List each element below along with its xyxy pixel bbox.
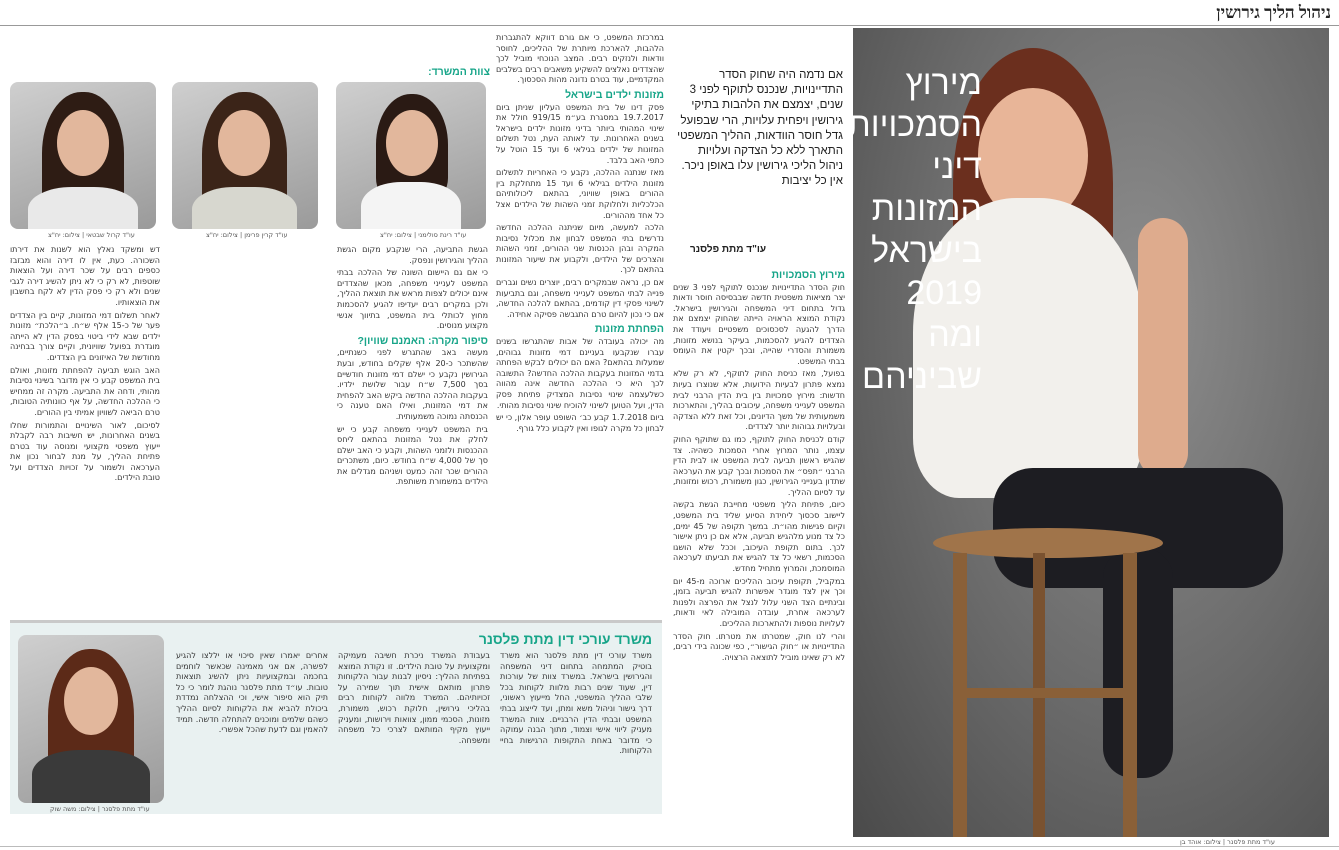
team-caption-1: עו"ד רינת סולימני | צילום: יח"צ bbox=[380, 231, 467, 239]
stool-rung bbox=[953, 688, 1137, 698]
article-paragraph: והרי לנו חוק, שמטרתו את מטרתו. חוק הסדר התדיינויות או ״חוק הגישור״, כפי שכונה בידי רבים, לא רק שאינו מוביל לתוצאה הרצויה. bbox=[673, 631, 845, 662]
article-column-4 bbox=[10, 245, 160, 610]
hero-leg-lower bbox=[1103, 548, 1173, 778]
article-paragraph: מעשה באב שהתגרש לפני כשנתיים, שהשתכר כ-20 אלף שקלים בחודש, ובעת הגירושין נקבע כי ישלם דמי מזונות חודשיים בסך 7,500 ש״ח עבור שלושת ילדיו. בעקבות ההלכה החדשה ביקש האב להפחית את דמי המזונות, ואילו האם טענה כי הכנסתה נמוכה משמעותית. bbox=[337, 348, 488, 421]
article-paragraph: פסק דינו של בית המשפט העליון שניתן ביום 19.7.2017 במסגרת בע״מ 919/15 חולל את שינוי המהותי ביותר בדיני מזונות ילדים בישראל בשנים האחרונות. עד לאותה העת, נטל תשלום המזונות של ילדים בגילאי 6 ועד 15 הוטל על כתפי האב בלבד. bbox=[496, 102, 664, 165]
article-paragraph: חוק הסדר התדיינויות שנכנס לתוקף לפני 3 שנים יצר מציאות משפטית חדשה שבבסיסה חוסר ודאות גדול בתחום דיני המשפחה והגירושין בישראל. נקודת המוצא הראויה הייתה שהחוק יצמצם את הדרך להגעה לסכסוכים משפטיים ויעודד את הצדדים להגיע להסכמות, בעיקר בנושא מזונות, משמורת והסדרי שהייה, ובכך יקטין את העומס בבתי המשפט. bbox=[673, 282, 845, 366]
article-paragraph: לסיכום, לאור השינויים והתמורות שחלו בשנים האחרונות, יש חשיבות רבה לקבלת ייעוץ משפטי מקצועי ומנוסה עוד בטרם פתיחת ההליך, על מנת לבחור נכון את הערכאה ולשמור על זכויות הצדדים ועל טובת הילדים. bbox=[10, 420, 160, 483]
section-header-bar bbox=[0, 0, 1339, 26]
team-photo-2 bbox=[172, 82, 318, 229]
footer-rule bbox=[0, 846, 1339, 847]
section-title: ניהול הליך גירושין bbox=[1216, 3, 1331, 22]
article-subhead: סיפור מקרה: האמנם שוויון? bbox=[357, 334, 488, 347]
office-box-photo-caption: עו"ד מתת פלסנר | צילום: משה שוק bbox=[50, 805, 150, 813]
office-box-photo bbox=[18, 635, 164, 803]
article-paragraph: כי אם גם היישום השונה של ההלכה בבתי המשפט לענייני משפחה, מכאן שהצדדים אינם יכולים לצפות מראש את תוצאת ההליך, ולכן במקרים רבים יעדיפו להגיע להסכמות מחוץ לכותלי בית המשפט, בתיווך אנשי מקצוע מנוסים. bbox=[337, 268, 488, 331]
article-column-1 bbox=[673, 266, 845, 836]
article-paragraph: הלכה למעשה, מיום שניתנה ההלכה החדשה נדרשים בתי המשפט לבחון את מכלול נסיבות המקרה ובהן הכנסות שני ההורים, זמני השהות והצרכים של הילדים, ולקבוע את שיעור המזונות בהתאם לכך. bbox=[496, 223, 664, 275]
article-paragraph: הגשת התביעה, הרי שנקבע מקום הגשת ההליך והגירושין ונפסק. bbox=[337, 245, 488, 265]
article-paragraph: ביום 1.7.2018 קבע כב׳ השופט עופר אלון, כי יש לבחון כל מקרה לגופו ואין לקבוע כלל גורף. bbox=[496, 413, 664, 433]
article-paragraph: במקביל, תקופת עיכוב ההליכים ארוכה מ-45 יום וכך אין לצד מוגדר אפשרות להגיש תביעה בזמן, ובינתיים הצד השני עלול לנצל את הפרצה ולפנות לערכאה אחרת, עובדה המובילה לאי ודאות, לעלויות נוספות ולהתארכות ההליכים. bbox=[673, 576, 845, 628]
office-box-text-1: משרד עורכי דין מתת פלסנר הוא משרד בוטיק המתמחה בתחום דיני המשפחה והגירושין בישראל. במשרד צוות של עורכות דין, שעוד שנים רבות מלוות לקוחות בכל שלבי ההליך המשפטי, החל מייעוץ ראשוני, דרך גישור וניהול משא ומתן, ועד לייצוג בבתי המשפט ובבתי הדין הרבניים. צוות המשרד מעניק ליווי אישי וצמוד, מתוך הבנה עמוקה כי מדובר באחת התקופות הרגישות בחיי הלקוחות. bbox=[500, 651, 652, 756]
hero-arm-right bbox=[1138, 218, 1188, 478]
article-paragraph: האב הוגש תביעה להפחתת מזונות, ואולם בית המשפט קבע כי אין מדובר בשינוי נסיבות מהותי, ודחה את התביעה. מקרה זה ממחיש כי ההלכה החדשה, על אף כוונותיה הטובות, טרם הביאה לשוויון אמיתי בין ההורים. bbox=[10, 365, 160, 417]
office-box-text-3: אחרים יאמרו שאין סיכוי או יללצו להגיע לפשרה, אם אני מאמינה שכאשר לוחמים בחכמה ובמקצועיות ניתן להשיג תוצאות טובות. עו״ד מתת פלסנר נוהגת לומר כי כל תיק הוא סיפור אישי, וכי ההצלחה נמדדת ביכולת להביא את הלקוחות לסיום ההליך כשהם שלמים ומוכנים להתחלה חדשה. תמיד להאמין וגם לדעת שהכל אפשרי. bbox=[176, 651, 328, 735]
office-box-text-2: בעבודת המשרד ניכרת חשיבה מעמיקה ומקצועית על טובת הילדים. זו נקודת המוצא בפתיחת ההליך: ניסיון לבנות עבור הלקוחות פתרון מותאם אישית תוך שמירה על זכויותיהם. המשרד מלווה לקוחות רבים בהליכי גירושין, חלוקת רכוש, משמורת, מזונות, הסכמי ממון, צוואות וירושות, ומעניק ייעוץ מקיף המותאם לצרכי כל משפחה ומשפחה. bbox=[338, 651, 490, 745]
team-caption-3: עו"ד קרול שבטאי | צילום: יח"צ bbox=[48, 231, 135, 239]
article-column-2 bbox=[496, 33, 664, 613]
article-paragraph: בית המשפט לענייני משפחה קבע כי יש לחלק את נטל המזונות בהתאם ליחס ההכנסות ולזמני השהות, וקבע כי האב ישלם סך של 4,000 ש״ח בחודש. כיום, משתכרים ההורים שכר זהה כמעט ושניהם מגדלים את הילדים במשמורת משותפת. bbox=[337, 424, 488, 487]
article-paragraph: כיום, פתיחת הליך משפטי מחייבת הגשת בקשה ליישוב סכסוך ליחידת הסיוע שליד בית המשפט, וקיום פגישות מהו״ת. במשך תקופה של 45 ימים, כל צד מנוע מלהגיש תביעה, אלא אם כן ניתן אישור לכך. בתום תקופת העיכוב, וככל שלא הושגו הסכמות, רשאי כל צד להגיש את תביעתו לערכאה המוסמכת, והמרוץ מתחיל מחדש. bbox=[673, 500, 845, 574]
article-paragraph: מה יכולה בעובדה של אבות שהתגרשו בשנים עברו שנקבעו בעניינם דמי מזונות גבוהים, שמעלות בהתאם? האם הם יכולים לבקש הפחתה בדמי המזונות בעקבות ההלכה החדשה? התשובה לכך היא כי ההלכה החדשה אינה מהווה כשלעצמה שינוי נסיבות המצדיק פתיחת פסק הדין, ועל הטוען לשינוי להוכיח שינוי נסיבות מהותי. bbox=[496, 337, 664, 410]
headline: מירוץ הסמכויות, דיני המזונות בישראל 2019 ומה שביניהם bbox=[837, 64, 982, 396]
lead-byline: עו"ד מתת פלסנר bbox=[690, 244, 767, 255]
article-paragraph: מאז שנתנה ההלכה, נקבע כי האחריות לתשלום מזונות הילדים בגילאי 6 ועד 15 מתחלקת בין ההורים באופן שוויוני, בהתאם ליכולותיהם הכלכליות ולחלוקת זמני השהות של הילדים אצל כל אחד מההורים. bbox=[496, 168, 664, 220]
header-rule bbox=[0, 25, 1339, 26]
team-photo-3 bbox=[10, 82, 156, 229]
article-subhead: הפחתת מזונות bbox=[594, 323, 664, 336]
article-paragraph: במרכזת המשפט, כי אם גורם דווקא להתגברות הלהבות, להארכת מיותרת של ההליכים, לחוסר וודאות ולנזקים רבים. המצב הנוכחי מוביל לכך שהצדדים נאלצים להשקיע משאבים רבים בשלבים המקדמיים, עוד בטרם נדונה מהות הסכסוך. bbox=[496, 33, 664, 85]
article-column-3 bbox=[172, 245, 488, 610]
office-box-title: משרד עורכי דין מתת פלסנר bbox=[478, 631, 652, 647]
lead-text: אם נדמה היה שחוק הסדר התדיינויות, שנכנס לתוקף לפני 3 שנים, יצמצם את הלהבות בתיקי גירושין ויפחית עלויות, הרי שבפועל גדל חוסר הוודאות, ההליך המשפטי התארך ללא כל הצדקה ועלויות ניהול הליכי גירושין עלו באופן ניכר. אין כל יציבות bbox=[677, 69, 843, 188]
article-subhead: מירוץ הסמכויות bbox=[771, 269, 845, 281]
article-paragraph: בפועל, מאז כניסת החוק לתוקף, לא רק שלא נמצא פתרון לבעיות הידועות, אלא שנוצרו בעיות חדשות: מירוץ סמכויות בין בית הדין הרבני לבית המשפט לענייני משפחה, עיכובים בהליך, והתארכות משמעותית של משך הדיונים, וכל זאת ללא הצדקה ובעלויות גבוהות יותר לצדדים. bbox=[673, 369, 845, 432]
team-title: צוות המשרד: bbox=[428, 66, 490, 78]
article-paragraph: לאחר תשלום דמי המזונות, קיים בין הצדדים פער של כ-15 אלף ש״ח. ב״הלכת״ מזונות ילדים שבא לידי ביטוי בפסק הדין לא הייתה מוגדרת בפועל שוויונית, וקיים צורך בבחינה מחודשת של האיזונים בין הצדדים. bbox=[10, 310, 160, 362]
team-photo-1 bbox=[336, 82, 486, 229]
team-caption-2: עו"ד קרין פרימן | צילום: יח"צ bbox=[206, 231, 288, 239]
office-box bbox=[10, 620, 662, 814]
article-subhead: מזונות ילדים בישראל bbox=[565, 88, 664, 101]
hero-photo-caption: עו"ד מתת פלסנר | צילום: אוהד בן bbox=[1180, 838, 1275, 846]
article-paragraph: אם כן, נראה שבמקרים רבים, יוצרים נשים וגברים פנייה לבתי המשפט לענייני משפחה, וגם בתביעות לשינוי פסקי דין קודמים, בהתאם להלכה החדשה, אם כי נכון להיום טרם התגבשה פסיקה אחידה. bbox=[496, 278, 664, 319]
article-paragraph: קודם לכניסת החוק לתוקף, כמו גם שתוקף החוק עצמו, נותר המרוץ אחרי הסמכות כשהיה. צד שהגיש ראשון תביעה לבית המשפט או לבית הדין הרבני ״תפס״ את הסמכות ובכך קבע את הערכאה שתדון בענייני הגירושין, כגון משמורת, רכוש ומזונות, עד לסיום ההליך. bbox=[673, 434, 845, 497]
article-paragraph: דש ומשקד נאלץ הוא לשנות את דירתו השכורה. כעת, אין לו דירה והוא מבזבז כספים רבים על שכר דירה ועל הוצאות שוטפות, לא רק כי לא ניתן להשיג דירה לגבי שנים ולא רק כי פסק הדין לא לקח בחשבון את הוצאותיו. bbox=[10, 245, 160, 307]
